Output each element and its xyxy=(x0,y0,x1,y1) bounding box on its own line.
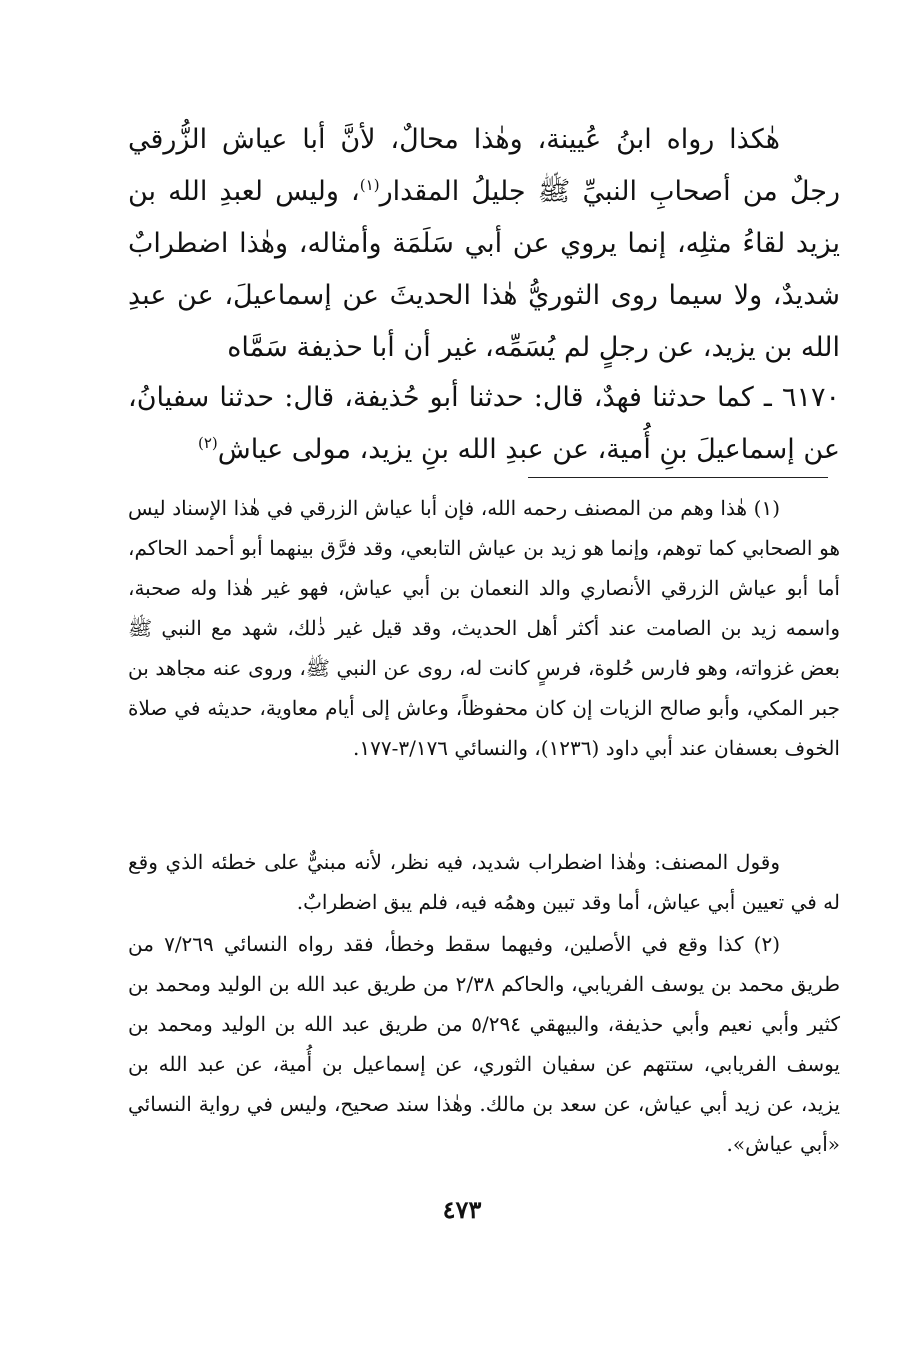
page-number: ٤٧٣ xyxy=(442,1195,482,1224)
hadith-text: ٦١٧٠ ـ كما حدثنا فهدٌ، قال: حدثنا أبو حُذيفة، قال: حدثنا سفيانُ، عن إسماعيلَ بنِ أُمية، عن عبدِ الله بنِ يزيد، مولى عياش xyxy=(128,382,840,465)
footnote-2-text: (٢) كذا وقع في الأصلين، وفيهما سقط وخطأ، فقد رواه النسائي ٧/٢٦٩ من طريق محمد بن يوسف الفريابي، والحاكم ٢/٣٨ من طريق عبد الله بن الوليد ومحمد بن كثير وأبي نعيم وأبي حذيفة، والبيهقي ٥/٢٩٤ من طريق عبد الله بن الوليد ومحمد بن يوسف الفريابي، ستتهم عن سفيان الثوري، عن إسماعيل بن أُمية، عن عبد الله بن يزيد، عن زيد أبي عياش، عن سعد بن مالك. وهٰذا سند صحيح، وليس في رواية النسائي «أبي عياش». xyxy=(128,932,840,1156)
main-paragraph-1 xyxy=(128,114,840,374)
main-text-part-2: ، وليس لعبدِ الله بن يزيد لقاءُ مثلِه، إنما يروي عن أبي سَلَمَة وأمثاله، وهٰذا اضطرابٌ شديدٌ، ولا سيما روى الثوريُّ هٰذا الحديثَ عن إسماعيلَ، عن عبدِ الله بن يزيد، عن رجلٍ لم يُسَمِّه، غير أن أبا حذيفة سَمَّاه xyxy=(128,176,840,363)
footnote-ref-1: (١) xyxy=(359,176,380,194)
main-text-part-1: هٰكذا رواه ابنُ عُيينة، وهٰذا محالٌ، لأنَّ أبا عياش الزُّرقي رجلٌ من أصحابِ النبيِّ ﷺ جليلُ المقدار xyxy=(128,124,840,207)
footnote-1-text: (١) هٰذا وهم من المصنف رحمه الله، فإن أبا عياش الزرقي في هٰذا الإسناد ليس هو الصحابي كما توهم، وإنما هو زيد بن عياش التابعي، وقد فرَّق بينهما أبو أحمد الحاكم، أما أبو عياش الزرقي الأنصاري والد النعمان بن أبي عياش، فهو غير هٰذا وله صحبة، واسمه زيد بن الصامت عند أكثر أهل الحديث، وقد قيل غير ذٰلك، شهد مع النبي ﷺ بعض غزواته، وهو فارس حُلوة، فرسٍ كانت له، روى عن النبي ﷺ، وروى عنه مجاهد بن جبر المكي، وأبو صالح الزيات إن كان محفوظاً، وعاش إلى أيام معاوية، حديثه في صلاة الخوف بعسفان عند أبي داود (١٢٣٦)، والنسائي ٣/١٧٦-١٧٧. xyxy=(128,496,840,760)
footnote-1-comment xyxy=(128,842,840,922)
footnote-2 xyxy=(128,924,840,1164)
footnote-divider xyxy=(528,477,828,478)
footnote-1-comment-text: وقول المصنف: وهٰذا اضطراب شديد، فيه نظر، لأنه مبنيٌّ على خطئه الذي وقع له في تعيين أبي عياش، أما وقد تبين وهمُه فيه، فلم يبق اضطرابٌ. xyxy=(128,850,840,914)
footnote-1 xyxy=(128,488,840,768)
main-paragraph-2 xyxy=(128,372,840,476)
footnote-ref-2: (٢) xyxy=(197,434,218,452)
